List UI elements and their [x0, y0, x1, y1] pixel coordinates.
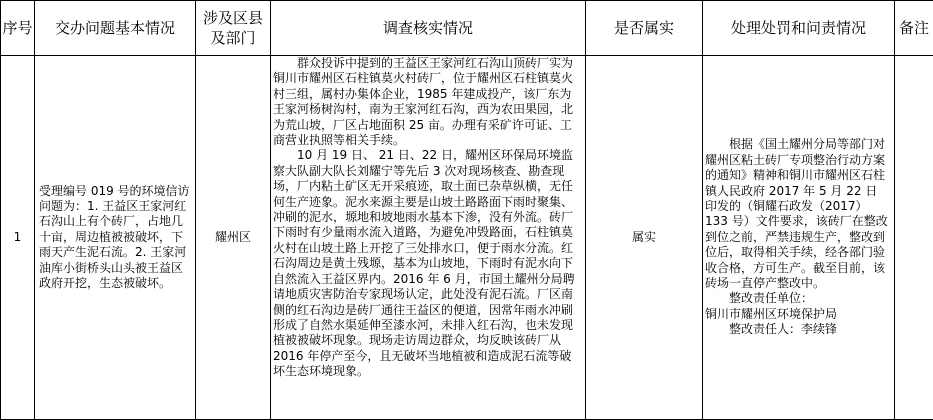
header-row: [1, 1, 933, 56]
cell-punishment: [703, 56, 895, 420]
investigation-paragraph-1: 群众投诉中提到的王益区王家河红石沟山顶砖厂实为铜川市耀州区石柱镇莫火村砖厂，位于耀州区石柱镇莫火村三组，属村办集体企业，1985 年建成投产，该厂东为王家河杨树沟村，南为王家河红石沟，西为农田果园，北为荒山坡，厂区占地面积 25 亩。办理有采矿许可证、工商营业执照等相关手续。: [273, 56, 574, 148]
cell-seq: 1: [1, 56, 35, 420]
punishment-unit: 铜川市耀州区环境保护局: [705, 306, 838, 321]
cell-investigation: [271, 56, 586, 420]
cell-dept: 耀州区: [196, 56, 271, 420]
header-basic: 交办问题基本情况: [35, 1, 196, 56]
punishment-person: 整改责任人：李续锋: [729, 322, 838, 337]
cell-basic: 受理编号 019 号的环境信访问题为：1. 王益区王家河红石沟山上有个砖厂，占地几十亩，周边植被被破坏，下雨天产生泥石流。2. 王家河油库小街桥头山头被王益区政府开挖，生态被破坏。: [35, 56, 196, 420]
cell-is-true: 属实: [586, 56, 703, 420]
header-dept: 涉及区县及部门: [196, 1, 271, 56]
punishment-main: 根据《国土耀州分局等部门对耀州区粘土砖厂专项整治行动方案的通知》精神和铜川市耀州区石柱镇人民政府 2017 年 5 月 22 日印发的（铜耀石政发（2017）133 号）文件要求，该砖厂在整改到位之前，严禁违规生产，整改到位后，取得相关手续，经各部门验收合格，方可生产。截至目前，该砖场一直停产整改中。: [705, 137, 888, 291]
header-punishment: 处理处罚和问责情况: [703, 1, 895, 56]
header-is-true: 是否属实: [586, 1, 703, 56]
punishment-unit-label: 整改责任单位：: [729, 291, 814, 306]
investigation-paragraph-2: 10 月 19 日、 21 日、22 日，耀州区环保局环境监察大队副大队长刘耀宁等先后 3 次对现场核查、勘查现场，厂内粘土矿区无开采痕迹，取土面已杂草纵横，无任何生产迹象。泥水来源主要是山坡土路路面下雨时聚集、冲刷的泥水，塬地和坡地雨水基本下渗，没有外流。砖厂下雨时有少量雨水流入道路，为避免冲毁路面，石柱镇莫火村在山坡土路上开挖了三处排水口，便于雨水分流。红石沟周边是黄土残塬，基本为山坡地，下雨时有泥水向下自然流入王益区界内。2016 年 6 月，市国土耀州分局聘请地质灾害防治专家现场认定，此处没有泥石流。厂区南侧的红石沟边是砖厂通往王益区的便道，因常年雨水冲刷形成了自然水渠延伸至漆水河，未排入红石沟，也未发现植被被破坏现象。现场走访周边群众，均反映该砖厂从 2016 年停产至今，且无破坏当地植被和造成泥石流等破坏生态环境现象。: [273, 148, 575, 379]
header-seq: 序号: [1, 1, 35, 56]
header-investigation: 调查核实情况: [271, 1, 586, 56]
cell-remark: [895, 56, 933, 420]
table-row: [1, 56, 933, 420]
header-remark: 备注: [895, 1, 933, 56]
